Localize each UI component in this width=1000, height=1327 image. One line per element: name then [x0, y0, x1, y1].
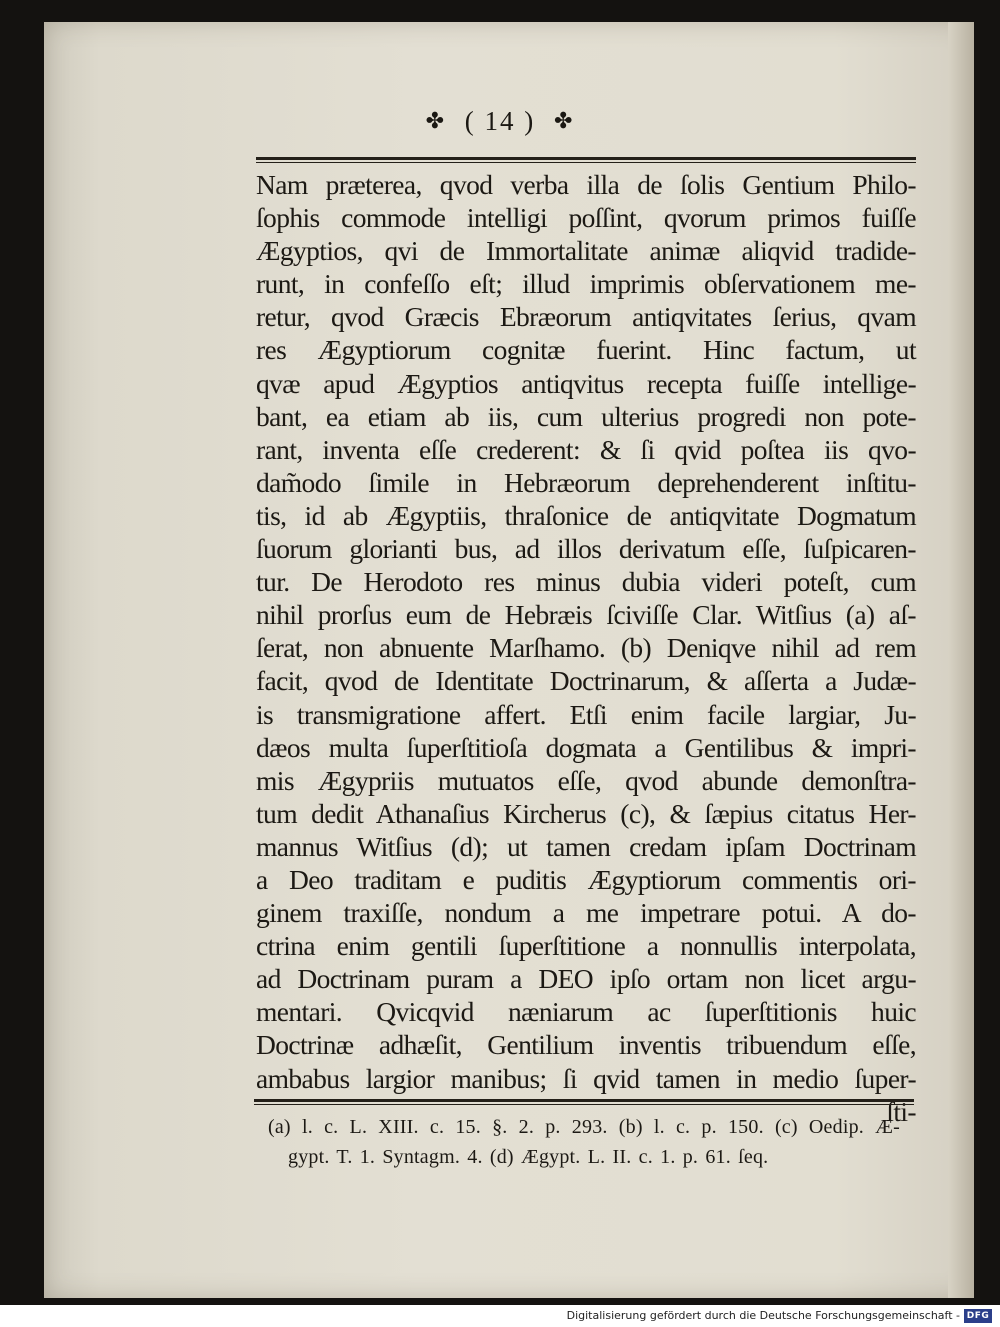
text-line: bant, ea etiam ab iis, cum ulterius progredi non pote-: [256, 400, 916, 432]
text-line: qvæ apud Ægyptios antiqvitus recepta fuiſſe intellige-: [256, 367, 916, 399]
text-line: res Ægyptiorum cognitæ fuerint. Hinc factum, ut: [256, 334, 916, 366]
dfg-logo-icon: DFG: [964, 1309, 992, 1323]
text-line: dæos multa ſuperſtitioſa dogmata a Gentilibus & impri-: [256, 731, 916, 763]
footnotes: [268, 1112, 900, 1172]
text-line: tum dedit Athanaſius Kircherus (c), & ſæpius citatus Her-: [256, 797, 916, 829]
text-line: rant, inventa eſſe crederent: & ſi qvid poſtea iis qvo-: [256, 433, 916, 465]
text-line: retur, qvod Græcis Ebræorum antiqvitates ſerius, qvam: [256, 301, 916, 333]
text-line: is transmigratione affert. Etſi enim facile largiar, Ju-: [256, 698, 916, 730]
text-line: facit, qvod de Identitate Doctrinarum, & aſſerta a Judæ-: [256, 665, 916, 697]
text-line: dam̃odo ſimile in Hebræorum deprehenderent inſtitu-: [256, 466, 916, 498]
page-edge: [948, 22, 974, 1298]
text-line: mentari. Qvicqvid næniarum ac ſuperſtitionis huic: [256, 996, 916, 1028]
credit-bar: [0, 1305, 1000, 1327]
header-rule: [256, 157, 916, 160]
text-line: Ægyptios, qvi de Immortalitate animæ aliqvid tradide-: [256, 235, 916, 267]
footnote-line: (a) l. c. L. XIII. c. 15. §. 2. p. 293. (b) l. c. p. 150. (c) Oedip. Æ-: [268, 1116, 900, 1138]
text-line: ſophis commode intelligi poſſint, qvorum primos fuiſſe: [256, 202, 916, 234]
text-line: ſerat, non abnuente Marſhamo. (b) Deniqve nihil ad rem: [256, 632, 916, 664]
text-line: mannus Witſius (d); ut tamen credam ipſam Doctrinam: [256, 830, 916, 862]
header-rule-thin: [256, 162, 916, 163]
ornament-left-icon: ✤: [425, 108, 446, 133]
text-line: runt, in confeſſo eſt; illud imprimis obſervationem me-: [256, 268, 916, 300]
credit-text: Digitalisierung gefördert durch die Deutsche Forschungsgemeinschaft -: [566, 1309, 960, 1322]
ornament-right-icon: ✤: [553, 108, 575, 133]
text-line: ginem traxiſſe, nondum a me impetrare potui. A do-: [256, 897, 916, 929]
text-line: ambabus largior manibus; ſi qvid tamen in medio ſuper-: [256, 1062, 916, 1094]
page-number: ( 14 ): [464, 106, 536, 136]
text-line: tur. De Herodoto res minus dubia videri poteſt, cum: [256, 566, 916, 598]
catchword: ſti-: [886, 1095, 916, 1127]
text-line: nihil prorſus eum de Hebræis ſciviſſe Clar. Witſius (a) aſ-: [256, 599, 916, 631]
text-line: a Deo traditam e puditis Ægyptiorum commentis ori-: [256, 863, 916, 895]
text-line: tis, id ab Ægyptiis, thraſonice de antiqvitate Dogmatum: [256, 499, 916, 531]
text-line: ctrina enim gentili ſuperſtitione a nonnullis interpolata,: [256, 930, 916, 962]
text-line: ad Doctrinam puram a DEO ipſo ortam non licet argu-: [256, 963, 916, 995]
body-text: [256, 168, 916, 1128]
text-line: Nam præterea, qvod verba illa de ſolis Gentium Philo-: [256, 169, 916, 200]
text-line: Doctrinæ adhæſit, Gentilium inventis tribuendum eſſe,: [256, 1029, 916, 1061]
running-head: [0, 106, 1000, 137]
footnote-rule: [254, 1099, 914, 1102]
footnote-line: gypt. T. 1. Syntagm. 4. (d) Ægypt. L. II. c. 1. p. 61. ſeq.: [288, 1146, 769, 1168]
text-line: mis Ægypriis mutuatos eſſe, qvod abunde demonſtra-: [256, 764, 916, 796]
text-line: ſuorum glorianti bus, ad illos derivatum eſſe, ſuſpicaren-: [256, 533, 916, 565]
footnote-rule-thin: [254, 1104, 914, 1105]
